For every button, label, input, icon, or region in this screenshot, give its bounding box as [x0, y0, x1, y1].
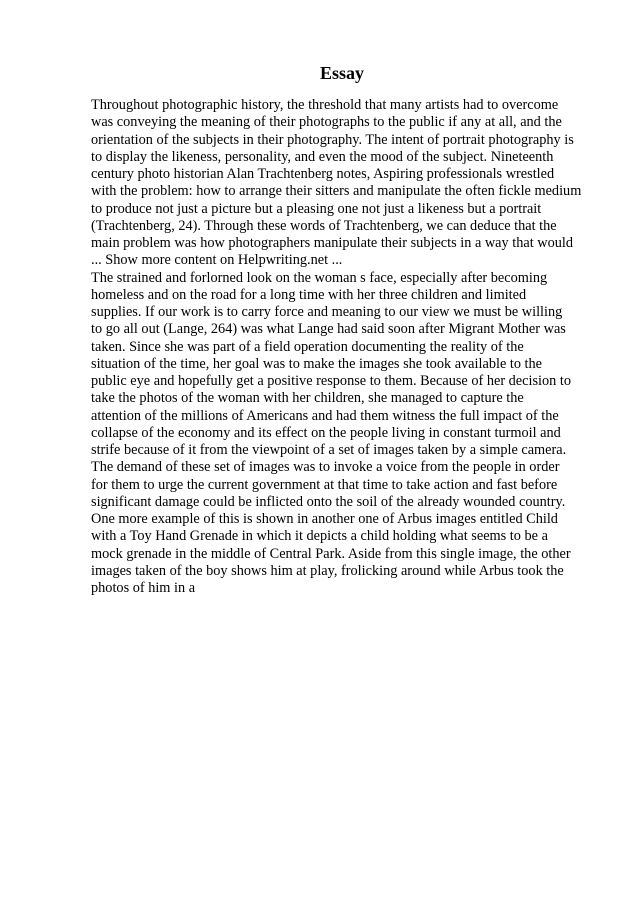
- essay-line: with the problem: how to arrange their sitters and manipulate the often fickle medium: [91, 183, 582, 200]
- essay-line: to go all out (Lange, 264) was what Lange had said soon after Migrant Mother was: [91, 321, 566, 338]
- essay-line: attention of the millions of Americans and had them witness the full impact of the: [91, 407, 559, 424]
- essay-line: The demand of these set of images was to invoke a voice from the people in order: [91, 459, 560, 476]
- essay-line: situation of the time, her goal was to make the images she took available to the: [91, 355, 543, 372]
- essay-line: main problem was how photographers manipulate their subjects in a way that would: [91, 235, 574, 251]
- essay-line: was conveying the meaning of their photographs to the public if any at all, and the: [91, 114, 562, 131]
- essay-line: public eye and hopefully get a positive response to them. Because of her decision to: [91, 373, 571, 389]
- essay-line: take the photos of the woman with her children, she managed to capture the: [91, 390, 524, 407]
- document-title: Essay: [319, 63, 364, 83]
- essay-line: collapse of the economy and its effect on the people living in constant turmoil and: [91, 424, 561, 441]
- essay-line: with a Toy Hand Grenade in which it depicts a child holding what seems to be a: [91, 528, 548, 545]
- essay-line: strife because of it from the viewpoint of a set of images taken by a simple camera.: [91, 442, 567, 458]
- essay-line: homeless and on the road for a long time with her three children and limited: [91, 286, 527, 303]
- essay-line: taken. Since she was part of a field operation documenting the reality of the: [91, 338, 524, 355]
- essay-line: supplies. If our work is to carry force and meaning to our view we must be willing: [91, 304, 563, 320]
- essay-line: images taken of the boy shows him at play, frolicking around while Arbus took the: [91, 562, 564, 579]
- essay-line: photos of him in a: [91, 580, 196, 596]
- essay-line: to display the likeness, personality, and even the mood of the subject. Nineteenth: [91, 148, 554, 165]
- essay-body: [91, 97, 611, 597]
- essay-line: significant damage could be inflicted onto the soil of the already wounded country.: [91, 493, 566, 510]
- essay-line: to produce not just a picture but a pleasing one not just a likeness but a portrait: [91, 200, 542, 217]
- essay-line: for them to urge the current government at that time to take action and fast before: [91, 476, 558, 493]
- essay-line: mock grenade in the middle of Central Park. Aside from this single image, the other: [91, 545, 571, 562]
- essay-line: ... Show more content on Helpwriting.net ...: [91, 252, 343, 269]
- essay-line: century photo historian Alan Trachtenberg notes, Aspiring professionals wrestled: [91, 166, 555, 182]
- essay-line: (Trachtenberg, 24). Through these words of Trachtenberg, we can deduce that the: [91, 217, 557, 234]
- essay-line: One more example of this is shown in another one of Arbus images entitled Child: [91, 511, 558, 527]
- essay-line: The strained and forlorned look on the woman s face, especially after becoming: [91, 269, 548, 286]
- essay-line: Throughout photographic history, the threshold that many artists had to overcome: [91, 97, 559, 113]
- essay-line: orientation of the subjects in their photography. The intent of portrait photography is: [91, 131, 574, 148]
